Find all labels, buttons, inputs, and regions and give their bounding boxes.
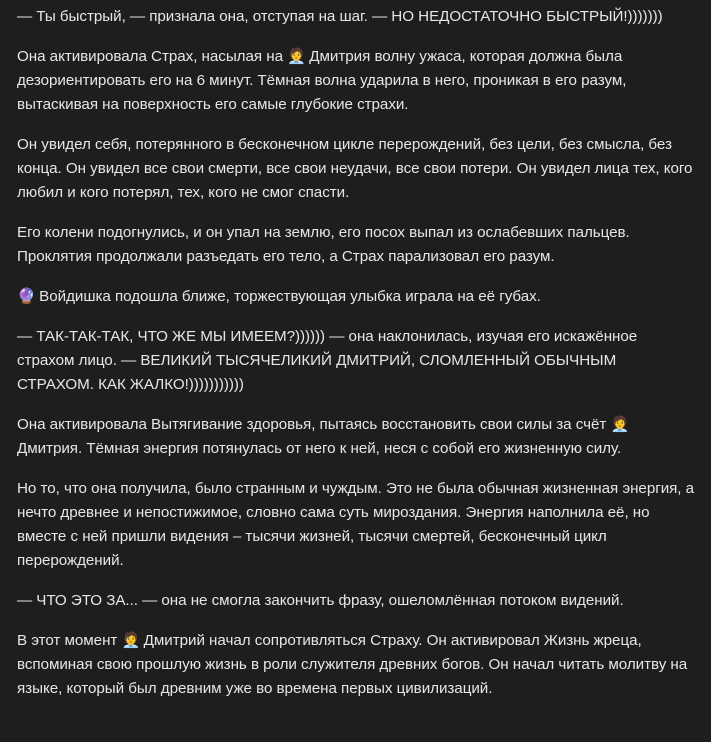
paragraph-9: — ЧТО ЭТО ЗА... — она не смогла закончить фразу, ошеломлённая потоком видений.: [17, 592, 624, 609]
paragraph-2-before: Она активировала Страх, насылая на: [17, 48, 288, 65]
paragraph-4: Его колени подогнулись, и он упал на землю, его посох выпал из ослабевших пальцев. Проклятия продолжали разъедать его тело, а Страх парализовал его разум.: [17, 224, 630, 265]
paragraph-1: — Ты быстрый, — признала она, отступая на шаг. — НО НЕДОСТАТОЧНО БЫСТРЫЙ!))))))): [17, 8, 663, 25]
paragraph-2: [17, 45, 697, 117]
paragraph-10-after: Дмитрий начал сопротивляться Страху. Он активировал Жизнь жреца, вспоминая свою прошлую жизнь в роли служителя древних богов. Он начал читать молитву на языке, который был древним уже во времена первых цивилизаций.: [17, 632, 688, 697]
paragraph-2-after: Дмитрия волну ужаса, которая должна была дезориентировать его на 6 минут. Тёмная волна ударила в него, проникая в его разум, вытаскивая на поверхность его самые глубокие страхи.: [17, 48, 627, 113]
paragraph-7-after: Дмитрия. Тёмная энергия потянулась от него к ней, неся с собой его жизненную силу.: [17, 440, 622, 457]
paragraph-5: [17, 285, 697, 309]
paragraph-8: Но то, что она получила, было странным и чуждым. Это не была обычная жизненная энергия, а нечто древнее и непостижимое, словно сама суть мироздания. Энергия наполнила её, но вместе с ней пришли видения – тысячи жизней, тысячи смертей, бесконечный цикл перерождений.: [17, 480, 695, 569]
person-emoji-icon: 🧑‍💼: [610, 416, 630, 433]
paragraph-7: [17, 413, 697, 461]
paragraph-5-after: Войдишка подошла ближе, торжествующая улыбка играла на её губах.: [35, 288, 541, 305]
person-emoji-icon: 🧑‍💼: [121, 632, 141, 649]
paragraph-7-before: Она активировала Вытягивание здоровья, пытаясь восстановить свои силы за счёт: [17, 416, 611, 433]
crystal-ball-emoji-icon: 🔮: [17, 288, 36, 305]
paragraph-10-before: В этот момент: [17, 632, 122, 649]
paragraph-3: Он увидел себя, потерянного в бесконечном цикле перерождений, без цели, без смысла, без конца. Он увидел все свои смерти, все свои неудачи, все свои потери. Он увидел лица тех, кого любил и кого потерял, тех, кого не смог спасти.: [17, 136, 693, 201]
story-text: [17, 5, 697, 717]
paragraph-6: — ТАК-ТАК-ТАК, ЧТО ЖЕ МЫ ИМЕЕМ?)))))) — она наклонилась, изучая его искажённое страхом лицо. — ВЕЛИКИЙ ТЫСЯЧЕЛИКИЙ ДМИТРИЙ, СЛОМЛЕННЫЙ ОБЫЧНЫМ СТРАХОМ. КАК ЖАЛКО!))))))))))): [17, 328, 638, 393]
person-emoji-icon: 🧑‍💼: [287, 48, 306, 65]
paragraph-10: [17, 629, 697, 701]
